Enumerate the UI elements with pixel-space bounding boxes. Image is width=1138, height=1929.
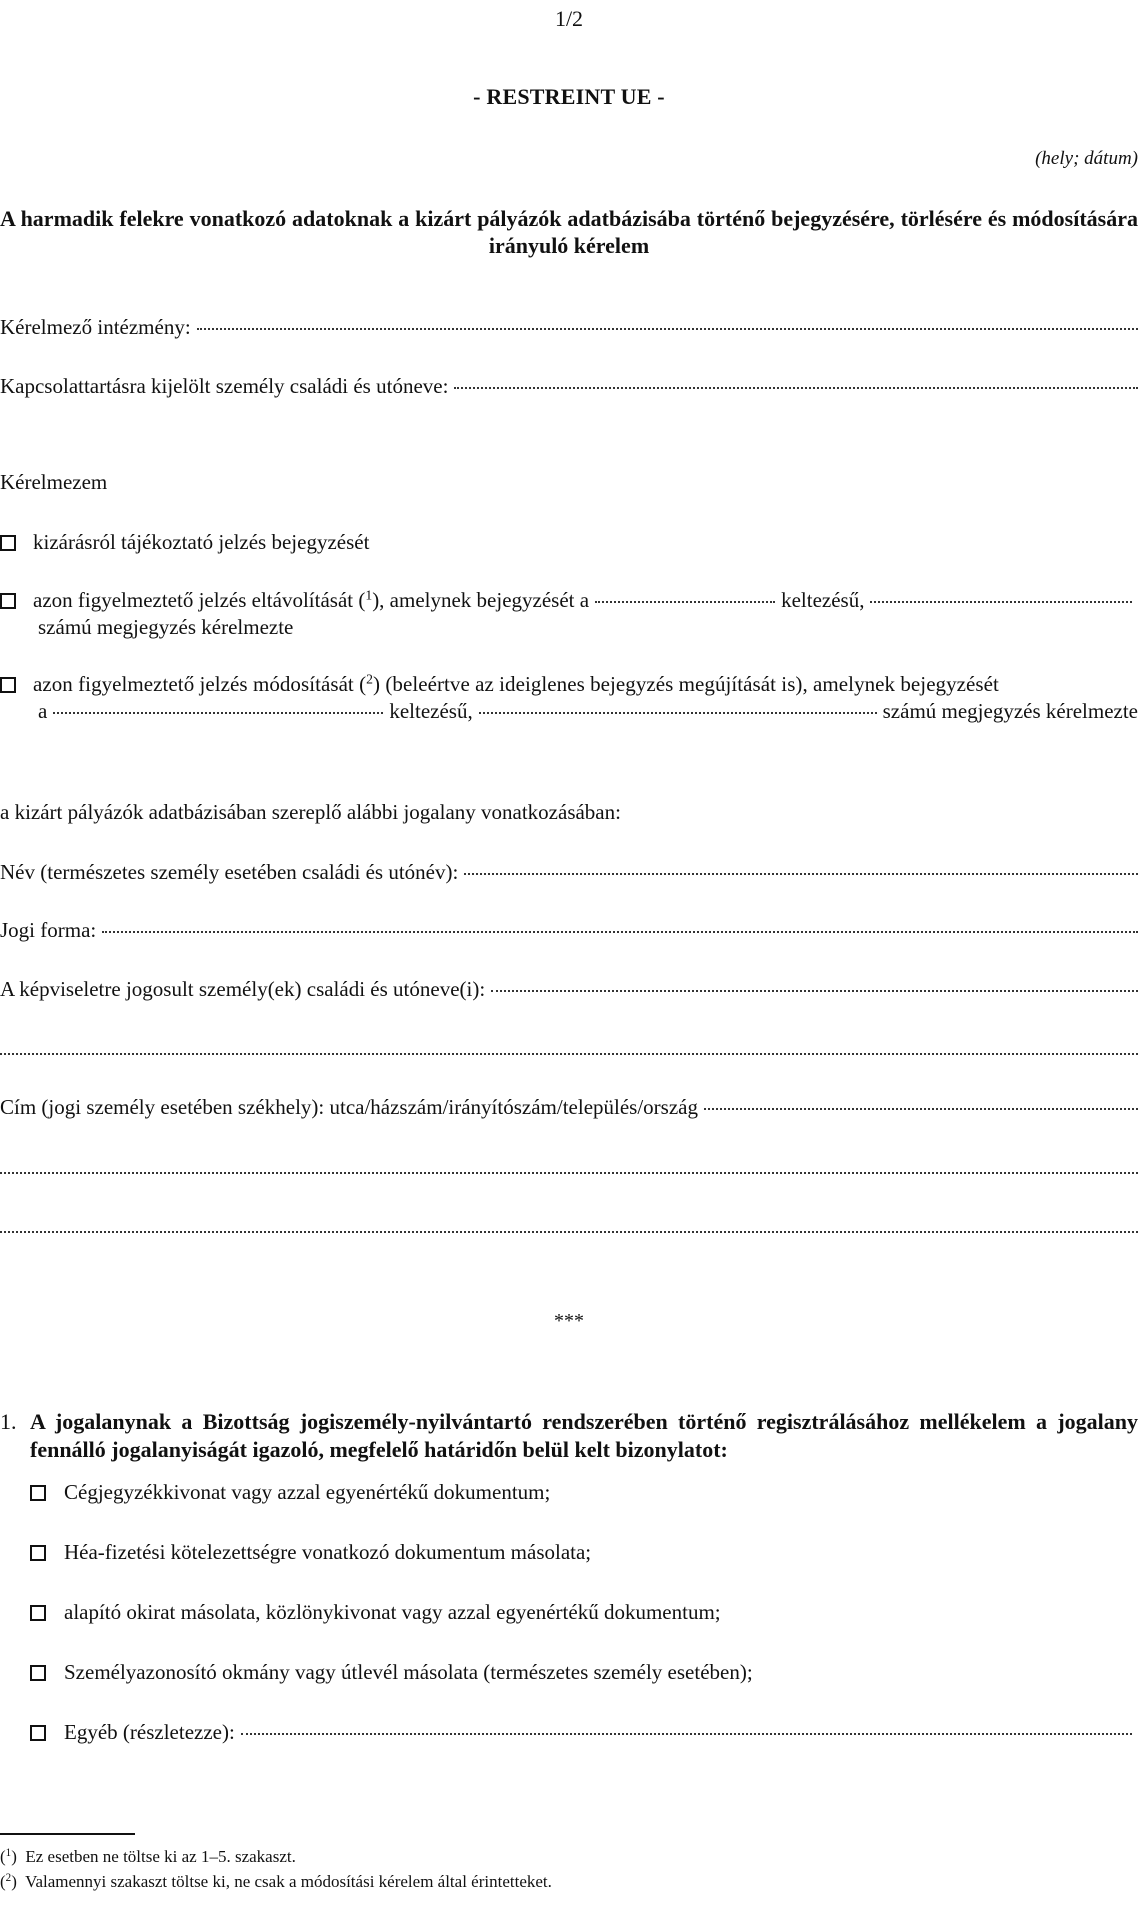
modification-number-fill[interactable] bbox=[479, 712, 877, 714]
other-details-fill-line[interactable] bbox=[241, 1733, 1132, 1735]
representative-fill-line[interactable] bbox=[491, 990, 1138, 992]
classification-marking: - RESTREINT UE - bbox=[473, 84, 665, 109]
removal-date-fill[interactable] bbox=[595, 601, 775, 603]
option-removal-text-a: azon figyelmeztető jelzés eltávolítását ($^1$), amelynek bejegyzését a bbox=[33, 587, 590, 612]
address-fill-line[interactable] bbox=[704, 1108, 1138, 1110]
entity-name-fill-line[interactable] bbox=[464, 873, 1138, 875]
doc-option-company-register[interactable] bbox=[30, 1480, 1138, 1505]
checkbox-removal[interactable] bbox=[0, 593, 16, 609]
representative-field[interactable] bbox=[0, 977, 1138, 1002]
address-extra-line-1[interactable] bbox=[0, 1172, 1138, 1174]
doc-option-label: alapító okirat másolata, közlönykivonat vagy azzal egyenértékű dokumentum; bbox=[64, 1600, 721, 1624]
option-modification-text-a: azon figyelmeztető jelzés módosítását ($^2$) (beleértve az ideiglenes bejegyzés megújítását is), amelynek bejegyzését bbox=[33, 671, 999, 696]
footnote-ref-1: 1 bbox=[365, 587, 373, 603]
checkbox-modification[interactable] bbox=[0, 677, 16, 693]
checkbox-registration[interactable] bbox=[0, 535, 16, 551]
modification-date-fill[interactable] bbox=[53, 712, 383, 714]
legal-form-label: Jogi forma: bbox=[0, 918, 97, 942]
footnote-1: ($^1$) Ez esetben ne töltse ki az 1–5. szakaszt. bbox=[0, 1846, 296, 1866]
option-modification-text-c: keltezésű, bbox=[389, 699, 473, 723]
doc-option-vat[interactable] bbox=[30, 1540, 1138, 1565]
entity-name-label: Név (természetes személy esetében családi és utónév): bbox=[0, 860, 459, 884]
option-registration[interactable] bbox=[0, 530, 1138, 555]
doc-option-label: Cégjegyzékkivonat vagy azzal egyenértékű dokumentum; bbox=[64, 1480, 551, 1504]
checkbox-id-passport[interactable] bbox=[30, 1665, 46, 1681]
checkbox-vat[interactable] bbox=[30, 1545, 46, 1561]
legal-form-fill-line[interactable] bbox=[102, 931, 1138, 933]
address-field[interactable] bbox=[0, 1095, 1138, 1120]
doc-option-id-passport[interactable] bbox=[30, 1660, 1138, 1685]
option-modification-text-d: számú megjegyzés kérelmezte bbox=[882, 699, 1138, 723]
option-removal-text-c: számú megjegyzés kérelmezte bbox=[38, 615, 294, 639]
contact-person-label: Kapcsolattartásra kijelölt személy családi és utóneve: bbox=[0, 374, 449, 398]
section-1-number: 1. bbox=[0, 1409, 17, 1434]
entity-name-field[interactable] bbox=[0, 860, 1138, 885]
request-intro: Kérelmezem bbox=[0, 470, 108, 494]
institution-fill-line[interactable] bbox=[197, 328, 1138, 330]
doc-option-label: Héa-fizetési kötelezettségre vonatkozó dokumentum másolata; bbox=[64, 1540, 592, 1564]
footnote-ref-2: 2 bbox=[366, 671, 374, 687]
doc-option-articles[interactable] bbox=[30, 1600, 1138, 1625]
address-extra-line-2[interactable] bbox=[0, 1231, 1138, 1233]
representative-label: A képviseletre jogosult személy(ek) családi és utóneve(i): bbox=[0, 977, 486, 1001]
checkbox-company-register[interactable] bbox=[30, 1485, 46, 1501]
institution-label: Kérelmező intézmény: bbox=[0, 315, 191, 339]
footnote-2: ($^2$) Valamennyi szakaszt töltse ki, ne csak a módosítási kérelem által érintetteket. bbox=[0, 1871, 552, 1891]
option-removal[interactable] bbox=[0, 588, 1138, 640]
option-modification[interactable] bbox=[0, 672, 1138, 724]
legal-form-field[interactable] bbox=[0, 918, 1138, 943]
document-title: A harmadik felekre vonatkozó adatoknak a kizárt pályázók adatbázisába történő bejegyzésére, törlésére és módosítására irányuló kérelem bbox=[0, 206, 1138, 258]
option-removal-text-b: keltezésű, bbox=[781, 588, 865, 612]
section-1 bbox=[0, 1408, 1138, 1464]
representative-extra-line[interactable] bbox=[0, 1053, 1138, 1055]
contact-person-field[interactable] bbox=[0, 374, 1138, 399]
checkbox-articles[interactable] bbox=[30, 1605, 46, 1621]
institution-field[interactable] bbox=[0, 315, 1138, 340]
contact-person-fill-line[interactable] bbox=[454, 387, 1138, 389]
doc-option-other[interactable] bbox=[30, 1720, 1138, 1745]
option-registration-label: kizárásról tájékoztató jelzés bejegyzését bbox=[33, 530, 370, 554]
doc-option-label: Egyéb (részletezze): bbox=[64, 1720, 235, 1744]
section-separator: *** bbox=[554, 1310, 584, 1332]
page-number: 1/2 bbox=[554, 6, 584, 31]
footnote-rule bbox=[0, 1833, 135, 1835]
address-label: Cím (jogi személy esetében székhely): utca/házszám/irányítószám/település/ország bbox=[0, 1095, 698, 1119]
section-1-text: A jogalanynak a Bizottság jogiszemély-nyilvántartó rendszerében történő regisztrálásához mellékelem a jogalany fennálló jogalanyiságát igazoló, megfelelő határidőn belül kelt bizonylatot: bbox=[30, 1409, 1138, 1462]
option-modification-text-b: a bbox=[38, 699, 48, 723]
place-date-field: (hely; dátum) bbox=[1035, 148, 1138, 169]
doc-option-label: Személyazonosító okmány vagy útlevél másolata (természetes személy esetében); bbox=[64, 1660, 753, 1684]
checkbox-other[interactable] bbox=[30, 1725, 46, 1741]
removal-number-fill[interactable] bbox=[870, 601, 1132, 603]
entity-intro: a kizárt pályázók adatbázisában szereplő alábbi jogalany vonatkozásában: bbox=[0, 800, 621, 824]
